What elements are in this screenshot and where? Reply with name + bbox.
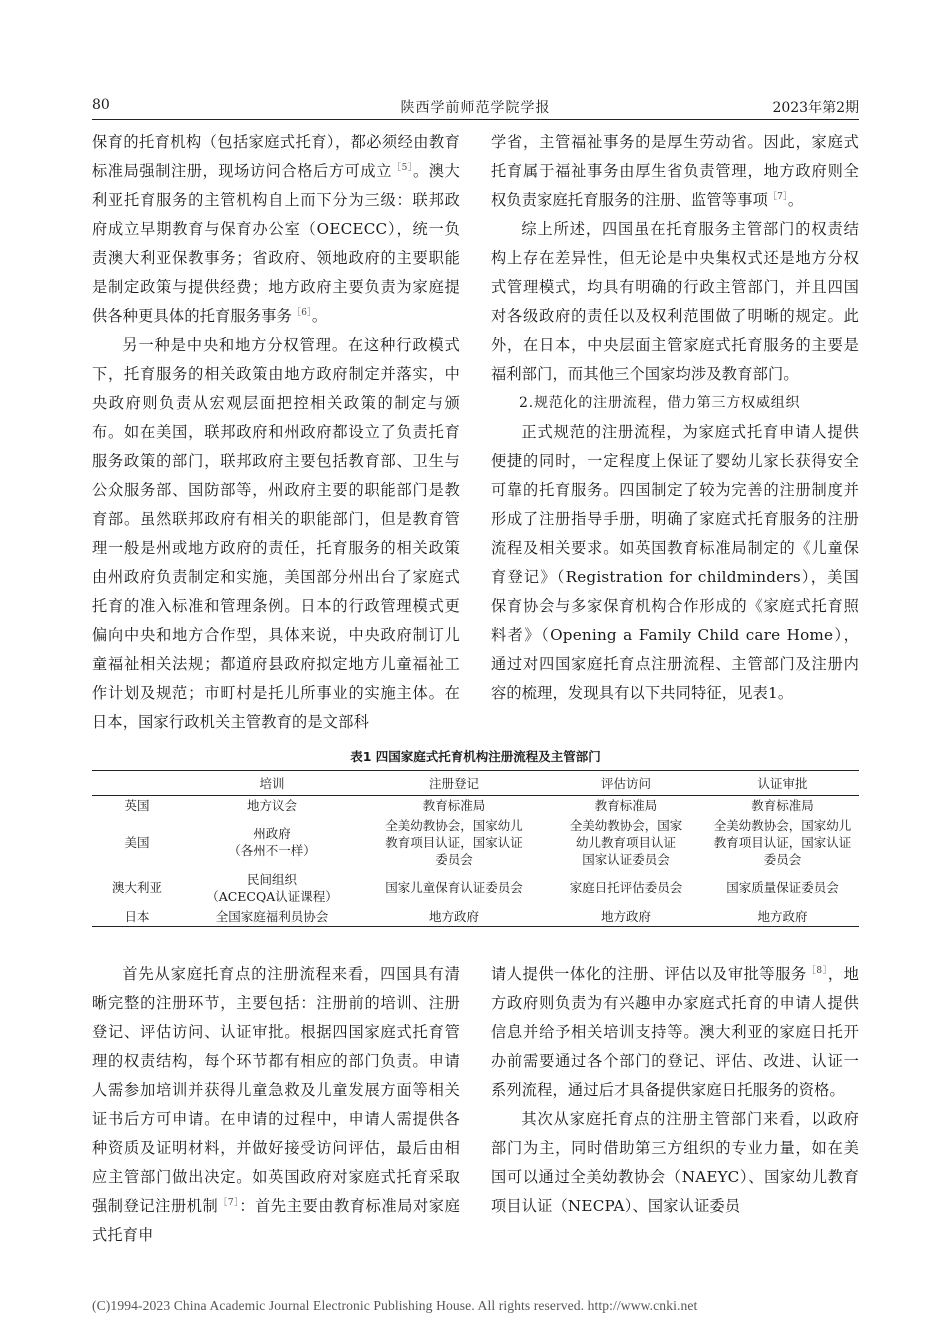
table-cell: 民间组织 （ACECQA认证课程） bbox=[206, 871, 338, 904]
table-cell: 全美幼教协会，国家幼儿 教育项目认证，国家认证 委员会 bbox=[713, 817, 852, 867]
left-column-top bbox=[92, 128, 460, 737]
left-column-bottom bbox=[92, 960, 460, 1250]
table-cell: 地方议会 bbox=[246, 798, 297, 814]
table-row bbox=[92, 796, 859, 816]
journal-title: 陕西学前师范学院学报 bbox=[400, 100, 551, 116]
table-cell: 日本 bbox=[124, 908, 150, 924]
table-cell: 教育标准局 bbox=[751, 798, 814, 814]
table-cell: 全国家庭福利员协会 bbox=[215, 908, 329, 924]
section-subheading: 2.规范化的注册流程，借力第三方权威组织 bbox=[519, 395, 801, 411]
paragraph: 保育的托育机构（包括家庭式托育），都必须经由教育标准局强制注册，现场访问合格后方可成立$^{[5]}$。澳大利亚托育服务的主管机构自上而下分为三级：联邦政府成立早期教育与保育办公室（OECECC），统一负责澳大利亚保教事务；省政府、领地政府的主要职能是制定政策与提供经费；地方政府主要负责为家庭提供各种更具体的托育服务事务$^{[6]}$。 bbox=[92, 133, 460, 325]
table-header-cell: 培训 bbox=[259, 775, 285, 791]
paragraph: 正式规范的注册流程，为家庭式托育申请人提供便捷的同时，一定程度上保证了婴幼儿家长获得安全可靠的托育服务。四国制定了较为完善的注册制度并形成了注册指导手册，明确了家庭式托育服务的注册流程及相关要求。如英国教育标准局制定的《儿童保育登记》（Registration for childminders），美国保育协会与多家保育机构合作形成的《家庭式托育照料者》（Opening a Family Child care Home），通过对四国家庭托育点注册流程、主管部门及注册内容的梳理，发现具有以下共同特征，见表1。 bbox=[491, 423, 859, 702]
citation-ref[interactable]: ［7］ bbox=[767, 192, 788, 202]
table-cell: 国家质量保证委员会 bbox=[726, 880, 839, 895]
table-cell: 州政府 （各州不一样） bbox=[228, 826, 316, 858]
table-cell: 美国 bbox=[124, 834, 150, 850]
table-cell: 教育标准局 bbox=[422, 798, 486, 814]
page-number: 80 bbox=[92, 97, 110, 113]
table-header-row bbox=[92, 771, 859, 796]
table-cell: 家庭日托评估委员会 bbox=[569, 880, 683, 895]
copyright-footer: (C)1994-2023 China Academic Journal Electronic Publishing House. All rights reserved. http://www.cnki.net bbox=[92, 1298, 698, 1313]
paragraph: 其次从家庭托育点的注册主管部门来看，以政府部门为主，同时借助第三方组织的专业力量，如在美国可以通过全美幼教协会（NAEYC）、国家幼儿教育项目认证（NECPA）、国家认证委员 bbox=[491, 1110, 859, 1215]
table-header-cell: 认证审批 bbox=[757, 775, 808, 791]
issue-label: 2023年第2期 bbox=[772, 100, 859, 116]
table-cell: 澳大利亚 bbox=[111, 880, 162, 895]
paragraph: 请人提供一体化的注册、评估以及审批等服务$^{[8]}$，地方政府则负责为有兴趣申办家庭式托育的申请人提供信息并给予相关培训支持等。澳大利亚的家庭日托开办前需要通过各个部门的登记、评估、改进、认证一系列流程，通过后才具备提供家庭日托服务的资格。 bbox=[491, 965, 860, 1099]
citation-ref[interactable]: ［5］ bbox=[391, 163, 414, 173]
table-row bbox=[92, 907, 859, 927]
table-cell: 国家儿童保育认证委员会 bbox=[385, 880, 523, 895]
table-row bbox=[92, 869, 859, 907]
table-cell: 地方政府 bbox=[600, 908, 651, 924]
table-cell: 英国 bbox=[124, 798, 150, 814]
table-caption: 表1 四国家庭式托育机构注册流程及主管部门 bbox=[350, 749, 601, 764]
paragraph: 首先从家庭托育点的注册流程来看，四国具有清晰完整的注册环节，主要包括：注册前的培训、注册登记、评估访问、认证审批。根据四国家庭式托育管理的权责结构，每个环节都有相应的部门负责。申请人需参加培训并获得儿童急救及儿童发展方面等相关证书后方可申请。在申请的过程中，申请人需提供各种资质及证明材料，并做好接受访问评估，最后由相应主管部门做出决定。如英国政府对家庭式托育采取强制登记注册机制$^{[7]}$：首先主要由教育标准局对家庭式托育申 bbox=[92, 965, 460, 1244]
table-header-cell: 评估访问 bbox=[600, 775, 651, 791]
paragraph: 另一种是中央和地方分权管理。在这种行政模式下，托育服务的相关政策由地方政府制定并落实，中央政府则负责从宏观层面把控相关政策的制定与颁布。如在美国，联邦政府和州政府都设立了负责托育服务政策的部门，联邦政府主要包括教育部、卫生与公众服务部、国防部等，州政府主要的职能部门是教育部。虽然联邦政府有相关的职能部门，但是教育管理一般是州或地方政府的责任，托育服务的相关政策由州政府负责制定和实施，美国部分州出台了家庭式托育的准入标准和管理条例。日本的行政管理模式更偏向中央和地方合作型，具体来说，中央政府制订儿童福祉相关法规；都道府县政府拟定地方儿童福祉工作计划及规范；市町村是托儿所事业的实施主体。在日本，国家行政机关主管教育的是文部科 bbox=[92, 336, 460, 731]
table-cell: 地方政府 bbox=[757, 908, 808, 924]
right-column-top bbox=[491, 128, 859, 708]
table-cell: 全美幼教协会，国家幼儿 教育项目认证，国家认证 委员会 bbox=[385, 817, 523, 867]
right-column-bottom bbox=[491, 960, 859, 1221]
paragraph: 学省，主管福祉事务的是厚生劳动省。因此，家庭式托育属于福祉事务由厚生省负责管理，地方政府则全权负责家庭托育服务的注册、监管等事项$^{[7]}$。 bbox=[491, 133, 859, 209]
table-cell: 地方政府 bbox=[428, 908, 479, 924]
citation-ref[interactable]: ［7］ bbox=[218, 1198, 240, 1208]
table-cell: 全美幼教协会，国家 幼儿教育项目认证 国家认证委员会 bbox=[569, 817, 683, 867]
citation-ref[interactable]: ［6］ bbox=[292, 308, 312, 318]
table-header-cell bbox=[92, 771, 182, 796]
registration-table bbox=[92, 770, 859, 927]
citation-ref[interactable]: ［8］ bbox=[806, 966, 828, 976]
table-header-cell: 注册登记 bbox=[428, 775, 479, 791]
page-header bbox=[92, 97, 859, 120]
table-cell: 教育标准局 bbox=[594, 798, 658, 814]
paragraph: 综上所述，四国虽在托育服务主管部门的权责结构上存在差异性，但无论是中央集权式还是地方分权式管理模式，均具有明确的行政主管部门，并且四国对各级政府的责任以及权利范围做了明晰的规定。此外，在日本，中央层面主管家庭式托育服务的主要是福利部门，而其他三个国家均涉及教育部门。 bbox=[491, 220, 859, 383]
table-row bbox=[92, 816, 859, 869]
